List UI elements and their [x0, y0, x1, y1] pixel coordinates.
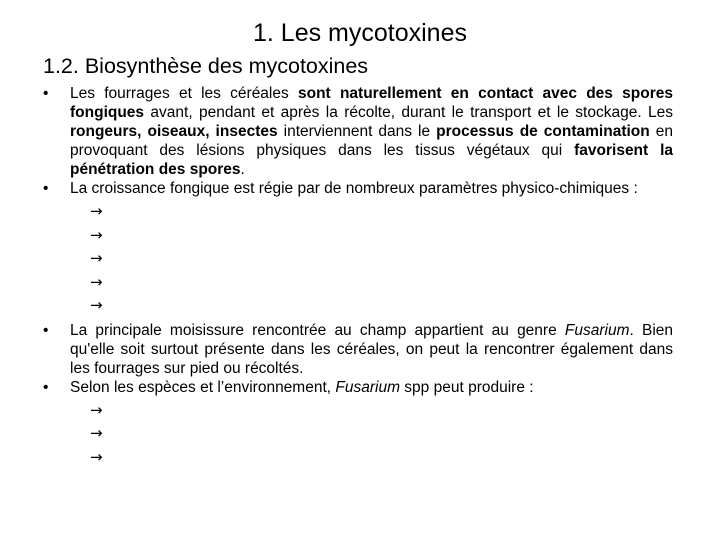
bullet-marker: •: [43, 180, 49, 197]
bullet-text: Les fourrages et les céréales: [70, 85, 298, 102]
bullet-growth-parameters: [43, 179, 673, 198]
arrow-right-icon: →: [90, 400, 103, 419]
bullet-text: La croissance fongique est régie par de nombreux paramètres physico-chimiques :: [70, 180, 638, 197]
bullet-emphasis: processus de contamination: [436, 123, 650, 140]
bullet-fusarium-production: [43, 378, 673, 397]
arrow-right-icon: →: [90, 296, 103, 314]
bullet-text: .: [240, 161, 245, 178]
arrow-list: [43, 399, 673, 470]
slide-title: 1. Les mycotoxines: [253, 19, 467, 47]
bullet-italic: Fusarium: [335, 378, 400, 396]
bullet-text: Selon les espèces et l’environnement,: [70, 378, 336, 396]
arrow-right-icon: →: [90, 249, 103, 267]
bullet-list: [43, 84, 673, 472]
arrow-right-icon: →: [90, 447, 103, 466]
bullet-fusarium-genus: [43, 321, 673, 378]
arrow-right-icon: →: [90, 225, 103, 244]
bullet-emphasis: rongeurs, oiseaux, insectes: [70, 123, 278, 140]
bullet-text: . Bien qu'elle soit surtout présente dans les céréales, on peut la rencontrer également dans les fourrages sur pied ou récoltés.: [70, 321, 673, 377]
bullet-text: La principale moisissure rencontrée au champ appartient au genre: [70, 321, 565, 339]
slide-subtitle: 1.2. Biosynthèse des mycotoxines: [43, 54, 369, 78]
bullet-italic: Fusarium: [564, 321, 630, 339]
bullet-emphasis: sont naturellement en contact avec des spores fongiques: [70, 85, 673, 121]
bullet-marker: •: [43, 378, 49, 396]
bullet-marker: •: [43, 85, 49, 102]
bullet-contamination: [43, 84, 673, 179]
bullet-text: en provoquant des lésions physiques dans les tissus végétaux qui: [70, 123, 673, 159]
bullet-text: spp peut produire :: [400, 378, 534, 396]
bullet-text: avant, pendant et après la récolte, durant le transport et le stockage. Les: [144, 104, 673, 121]
bullet-marker: •: [43, 321, 49, 339]
arrow-right-icon: →: [90, 424, 103, 442]
bullet-text: interviennent dans le: [277, 123, 437, 140]
bullet-emphasis: favorisent la pénétration des spores: [70, 142, 673, 178]
arrow-right-icon: →: [90, 272, 103, 291]
arrow-right-icon: →: [90, 202, 103, 220]
arrow-list: [43, 200, 673, 318]
